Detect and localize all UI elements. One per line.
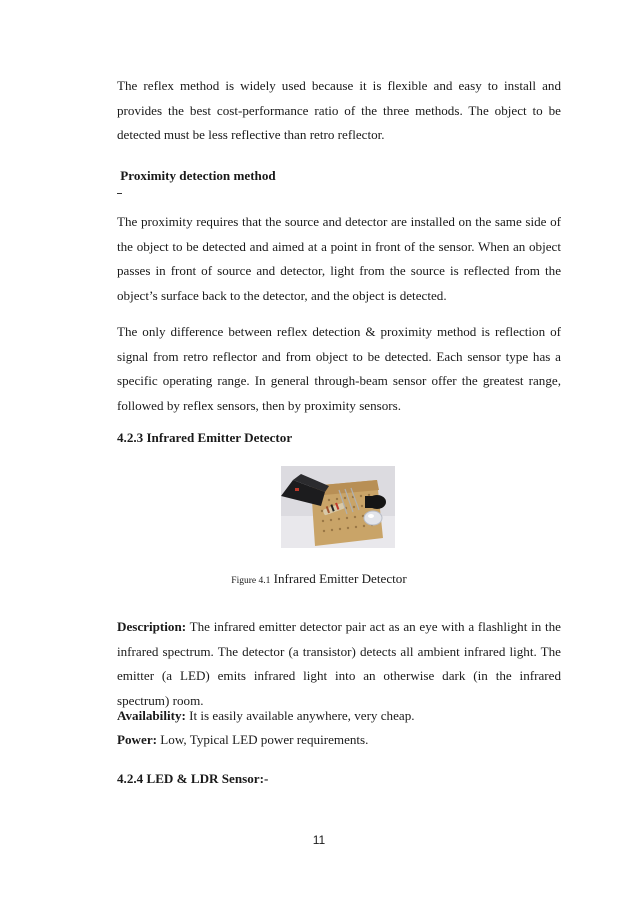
power-label: Power:: [117, 732, 157, 747]
paragraph-proximity: The proximity requires that the source and detector are installed on the same side of the object to be detected and aimed at a point in front of the sensor. When an object passes in front of source and detector, light from the source is reflected from the object’s surface back to the detector, and the object is detected.: [117, 214, 561, 303]
power-text: Low, Typical LED power requirements.: [157, 732, 369, 747]
heading-led-ldr-sensor: 4.2.4 LED & LDR Sensor:-: [117, 771, 269, 786]
figure-caption-text: Infrared Emitter Detector: [270, 571, 407, 586]
figure-caption: [0, 569, 638, 591]
figure-ir-emitter-detector-photo: [281, 466, 395, 548]
dash-mark: [117, 193, 122, 194]
availability-text: It is easily available anywhere, very cheap.: [185, 708, 415, 723]
description-label: Description:: [117, 619, 187, 634]
circuit-board-photo-image: [281, 466, 395, 548]
availability-label: Availability:: [117, 708, 186, 723]
paragraph-description: [117, 615, 561, 713]
paragraph-difference: The only difference between reflex detection & proximity method is reflection of signal from retro reflector and from object to be detected. Each sensor type has a specific operating range. In general through-beam sensor offer the greatest range, followed by reflex sensors, then by proximity sensors.: [117, 324, 561, 413]
paragraph-power: [117, 728, 561, 753]
page-number: 11: [312, 833, 326, 847]
figure-caption-prefix: Figure 4.1: [231, 576, 271, 586]
paragraph-availability: [117, 704, 561, 729]
paragraph-reflex-method: The reflex method is widely used because it is flexible and easy to install and provides the best cost-performance ratio of the three methods. The object to be detected must be less reflective than retro reflector.: [117, 78, 561, 143]
heading-infrared-emitter-detector: 4.2.3 Infrared Emitter Detector: [117, 430, 293, 445]
description-text: The infrared emitter detector pair act as an eye with a flashlight in the infrared spectrum. The detector (a transistor) detects all ambient infrared light. The emitter (a LED) emits infrared light into an otherwise dark (in the infrared spectrum) room.: [117, 619, 561, 708]
heading-proximity-detection: Proximity detection method: [117, 168, 276, 183]
